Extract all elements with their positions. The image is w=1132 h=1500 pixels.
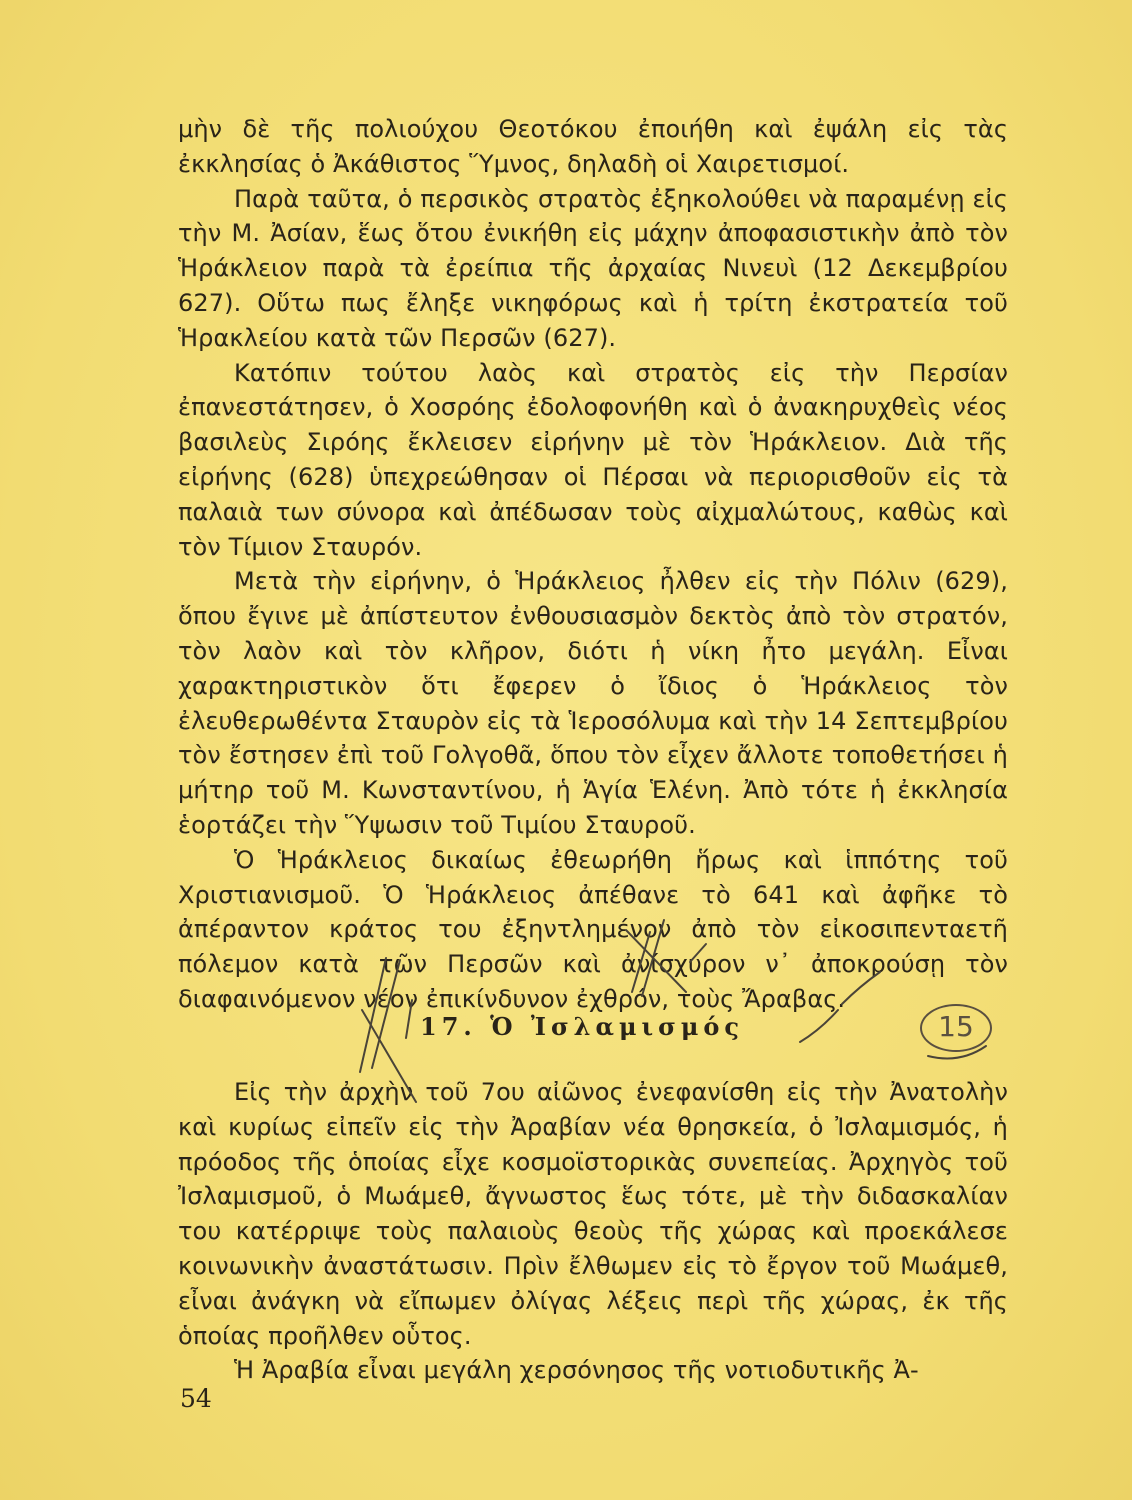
paragraph-return-of-cross: Μετὰ τὴν εἰρήνην, ὁ Ἡράκλειος ἦλθεν εἰς τὴν Πόλιν (629), ὅπου ἔγινε μὲ ἀπίστευτον ἐνθουσιασμὸν δεκτὸς ἀπὸ τὸν στρατόν, τὸν λαὸν καὶ τὸν κλῆρον, διότι ἡ νίκη ἦτο μεγάλη. Εἶναι χαρακτηριστικὸν ὅτι ἔφερεν ὁ ἴδιος ὁ Ἡράκλειος τὸν ἐλευθερωθέντα Σταυρὸν εἰς τὰ Ἱεροσόλυμα καὶ τὴν 14 Σεπτεμβρίου τὸν ἔστησεν ἐπὶ τοῦ Γολγοθᾶ, ὅπου τὸν εἶχεν ἄλλοτε τοποθετήσει ἡ μήτηρ τοῦ Μ. Κωνσταντίνου, ἡ Ἁγία Ἑλένη. Ἀπὸ τότε ἡ ἐκκλησία ἑορτάζει τὴν Ὕψωσιν τοῦ Τιμίου Σταυροῦ. [178, 567, 1008, 839]
section-heading: 17. Ὁ Ἰσλαμισμός [420, 1012, 745, 1041]
paragraph-islam-intro: Εἰς τὴν ἀρχὴν τοῦ 7ου αἰῶνος ἐνεφανίσθη εἰς τὴν Ἀνατολὴν καὶ κυρίως εἰπεῖν εἰς τὴν Ἀραβίαν νέα θρησκεία, ὁ Ἰσλαμισμός, ἡ πρόοδος τῆς ὁποίας εἶχε κοσμοϊστορικὰς συνεπείας. Ἀρχηγὸς τοῦ Ἰσλαμισμοῦ, ὁ Μωάμεθ, ἄγνωστος ἕως τότε, μὲ τὴν διδασκαλίαν του κατέρριψε τοὺς παλαιοὺς θεοὺς τῆς χώρας καὶ προεκάλεσε κοινωνικὴν ἀναστάτωσιν. Πρὶν ἔλθωμεν εἰς τὸ ἔργον τοῦ Μωάμεθ, εἶναι ἀνάγκη νὰ εἴπωμεν ὀλίγας λέξεις περὶ τῆς χώρας, ἐκ τῆς ὁποίας προῆλθεν οὗτος. [178, 1078, 1008, 1350]
paragraph-arabia: Ἡ Ἀραβία εἶναι μεγάλη χερσόνησος τῆς νοτιοδυτικῆς Ἀ- [234, 1356, 919, 1385]
handwritten-page-number: 15 [920, 1004, 992, 1052]
page-number: 54 [180, 1384, 212, 1413]
text-block-top [178, 112, 1008, 1017]
paragraph-persian-peace: Κατόπιν τούτου λαὸς καὶ στρατὸς εἰς τὴν Περσίαν ἐπανεστάτησεν, ὁ Χοσρόης ἐδολοφονήθη καὶ ὁ ἀνακηρυχθεὶς νέος βασιλεὺς Σιρόης ἔκλεισεν εἰρήνην μὲ τὸν Ἡράκλειον. Διὰ τῆς εἰρήνης (628) ὑπεχρεώθησαν οἱ Πέρσαι νὰ περιορισθοῦν εἰς τὰ παλαιὰ των σύνορα καὶ ἀπέδωσαν τοὺς αἰχμαλώτους, καθὼς καὶ τὸν Τίμιον Σταυρόν. [178, 358, 1008, 561]
paragraph-continuation: μὴν δὲ τῆς πολιούχου Θεοτόκου ἐποιήθη καὶ ἐψάλη εἰς τὰς ἐκκλησίας ὁ Ἀκάθιστος Ὕμνος, δηλαδὴ οἱ Χαιρετισμοί. [178, 115, 1008, 178]
paragraph-nineveh-battle: Παρὰ ταῦτα, ὁ περσικὸς στρατὸς ἐξηκολούθει νὰ παραμένῃ εἰς τὴν Μ. Ἀσίαν, ἕως ὅτου ἐνικήθη εἰς μάχην ἀποφασιστικὴν ἀπὸ τὸν Ἡράκλειον παρὰ τὰ ἐρείπια τῆς ἀρχαίας Νινευὶ (12 Δεκεμβρίου 627). Οὕτω πως ἔληξε νικηφόρως καὶ ἡ τρίτη ἐκστρατεία τοῦ Ἡρακλείου κατὰ τῶν Περσῶν (627). [178, 184, 1008, 352]
text-block-bottom [178, 1075, 1008, 1388]
paragraph-heraclius-death: Ὁ Ἡράκλειος δικαίως ἐθεωρήθη ἥρως καὶ ἱππότης τοῦ Χριστιανισμοῦ. Ὁ Ἡράκλειος ἀπέθανε τὸ 641 καὶ ἀφῆκε τὸ ἀπέραντον κράτος του ἐξηντλημένον ἀπὸ τὸν εἰκοσιπενταετῆ πόλεμον κατὰ τῶν Περσῶν καὶ ἀνίσχυρον ν᾿ ἀποκρούσῃ τὸν διαφαινόμενον νέον ἐπικίνδυνον ἐχθρόν, τοὺς Ἄραβας. [178, 845, 1008, 1013]
